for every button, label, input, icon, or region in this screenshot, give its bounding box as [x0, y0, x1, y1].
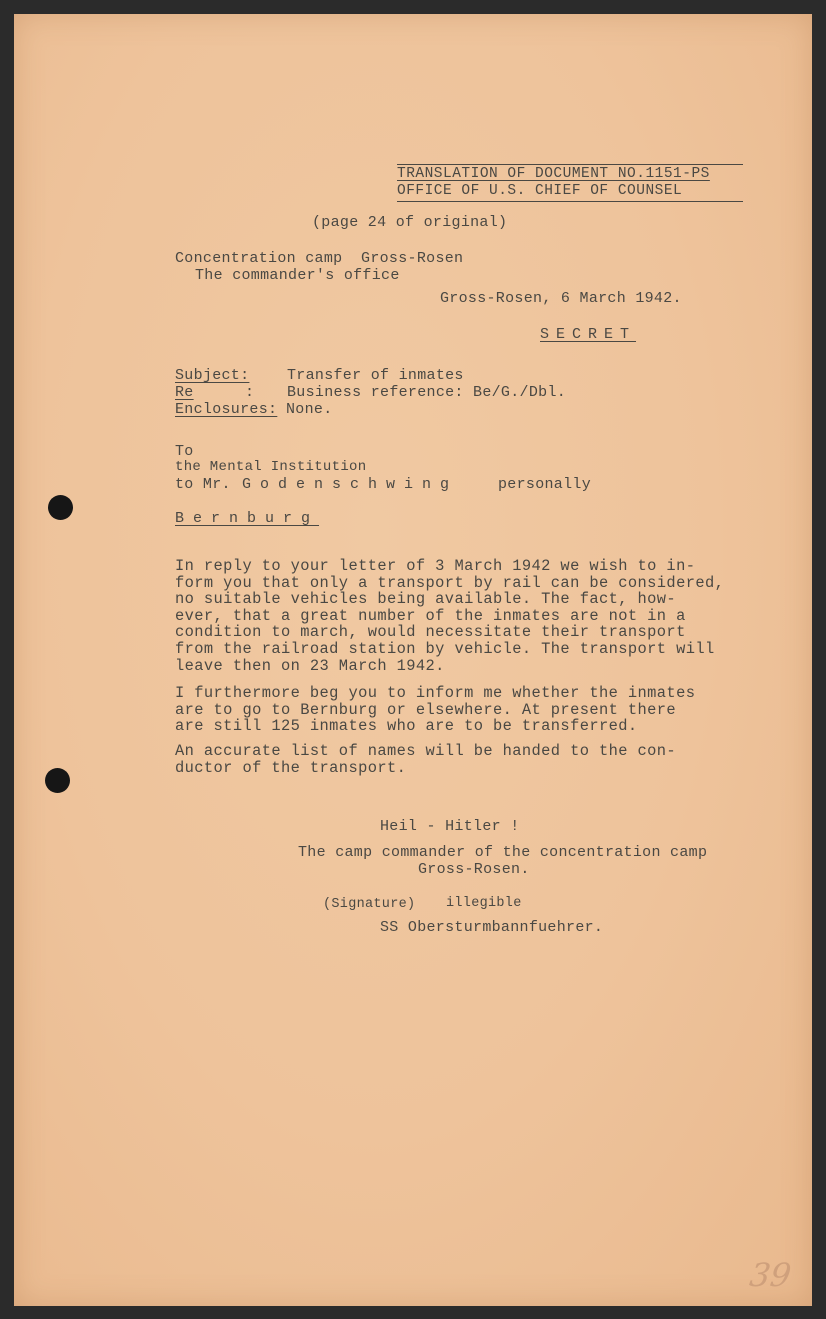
- signer-rank: SS Obersturmbannfuehrer.: [380, 919, 604, 936]
- sender-line-1: Concentration camp Gross-Rosen: [175, 250, 464, 267]
- body-paragraph-3: An accurate list of names will be handed to the con- ductor of the transport.: [175, 742, 677, 777]
- re-value: Business reference: Be/G./Dbl.: [287, 384, 567, 401]
- page-note: (page 24 of original): [312, 214, 508, 231]
- addressee-prefix: to Mr.: [175, 476, 231, 493]
- sender-line-2: The commander's office: [195, 267, 400, 284]
- document-header: [397, 164, 743, 202]
- addressee-to: To: [175, 443, 194, 460]
- enclosures-value: None.: [286, 401, 333, 418]
- place-date: Gross-Rosen, 6 March 1942.: [440, 290, 682, 307]
- page-number: 39: [747, 1256, 794, 1294]
- enclosures-label: Enclosures:: [175, 401, 278, 418]
- header-line-1: TRANSLATION OF DOCUMENT NO.1151-PS: [397, 166, 710, 182]
- addressee-city: Bernburg: [175, 510, 320, 527]
- subject-label: Subject:: [175, 367, 250, 384]
- signature-value: illegible: [446, 896, 522, 911]
- addressee-suffix: personally: [498, 476, 592, 493]
- body-paragraph-1: In reply to your letter of 3 March 1942 we wish to in- form you that only a transport by rail can be considered, no suitable vehicles being available. The fact, how- ever, that a great number of the inmates are not in a condition to march, would necessitate their transport from the railroad station by vehicle. The transport will leave then on 23 March 1942.: [175, 557, 725, 675]
- closing-title-2: Gross-Rosen.: [418, 861, 530, 878]
- punch-hole-bottom: [45, 768, 70, 793]
- header-line-2: OFFICE OF U.S. CHIEF OF COUNSEL: [397, 183, 683, 199]
- classification-stamp: SECRET: [540, 326, 637, 343]
- punch-hole-top: [48, 495, 73, 520]
- addressee-institution: the Mental Institution: [175, 459, 367, 475]
- addressee-name: Godenschwing: [242, 476, 459, 493]
- subject-value: Transfer of inmates: [287, 367, 464, 384]
- closing-title-1: The camp commander of the concentration camp: [298, 844, 708, 861]
- re-colon: :: [245, 384, 255, 401]
- body-paragraph-2: I furthermore beg you to inform me whether the inmates are to go to Bernburg or elsewhere. At present there are still 125 inmates who are to be transferred.: [175, 684, 696, 736]
- closing-greeting: Heil - Hitler !: [380, 818, 520, 835]
- signature-label: (Signature): [323, 897, 416, 912]
- re-label: Re: [175, 384, 194, 401]
